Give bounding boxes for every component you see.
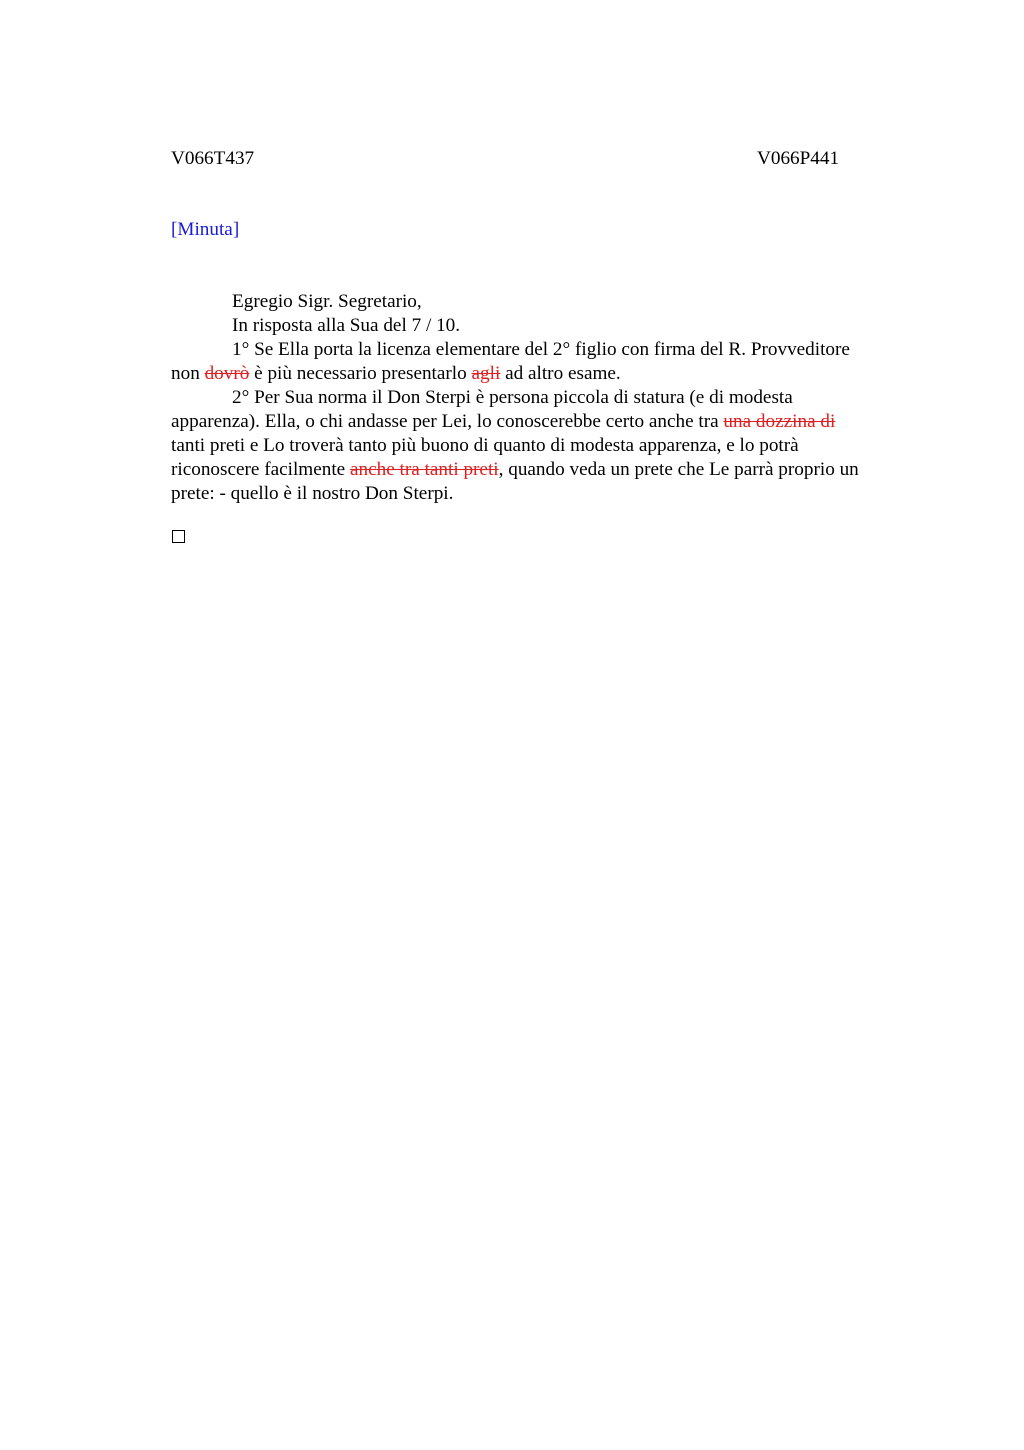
deleted-word: dovrò [204,363,250,384]
square-icon [172,530,185,543]
text-segment: è più necessario presentarlo [249,363,472,384]
text-segment: ad altro esame. [500,363,621,384]
letter-greeting: Egregio Sigr. Segretario, [232,291,422,312]
point-1-line-2 [171,362,916,386]
point-2-line-1: 2° Per Sua norma il Don Sterpi è persona piccola di statura (e di modesta [232,387,793,408]
text-segment: riconoscere facilmente [171,459,350,480]
text-segment: apparenza). Ella, o chi andasse per Lei, lo conoscerebbe certo anche tra [171,411,724,432]
letter-body [171,290,916,506]
text-segment: , quando veda un prete che Le parrà proprio un [498,459,859,480]
document-code-left: V066T437 [171,148,255,169]
minuta-label: [Minuta] [171,219,240,240]
document-code-right: V066P441 [757,148,840,169]
deleted-phrase: anche tra tanti preti [349,459,499,480]
deleted-phrase: una dozzina di [723,411,836,432]
letter-intro: In risposta alla Sua del 7 / 10. [232,315,461,336]
point-2-line-5: prete: - quello è il nostro Don Sterpi. [171,483,454,504]
text-segment: non [171,363,205,384]
deleted-word: agli [471,363,501,384]
point-2-line-3: tanti preti e Lo troverà tanto più buono di quanto di modesta apparenza, e lo potrà [171,435,799,456]
point-2-line-2 [171,410,916,434]
point-1-line-1: 1° Se Ella porta la licenza elementare del 2° figlio con firma del R. Provveditore [232,339,850,360]
point-2-line-4 [171,458,916,482]
